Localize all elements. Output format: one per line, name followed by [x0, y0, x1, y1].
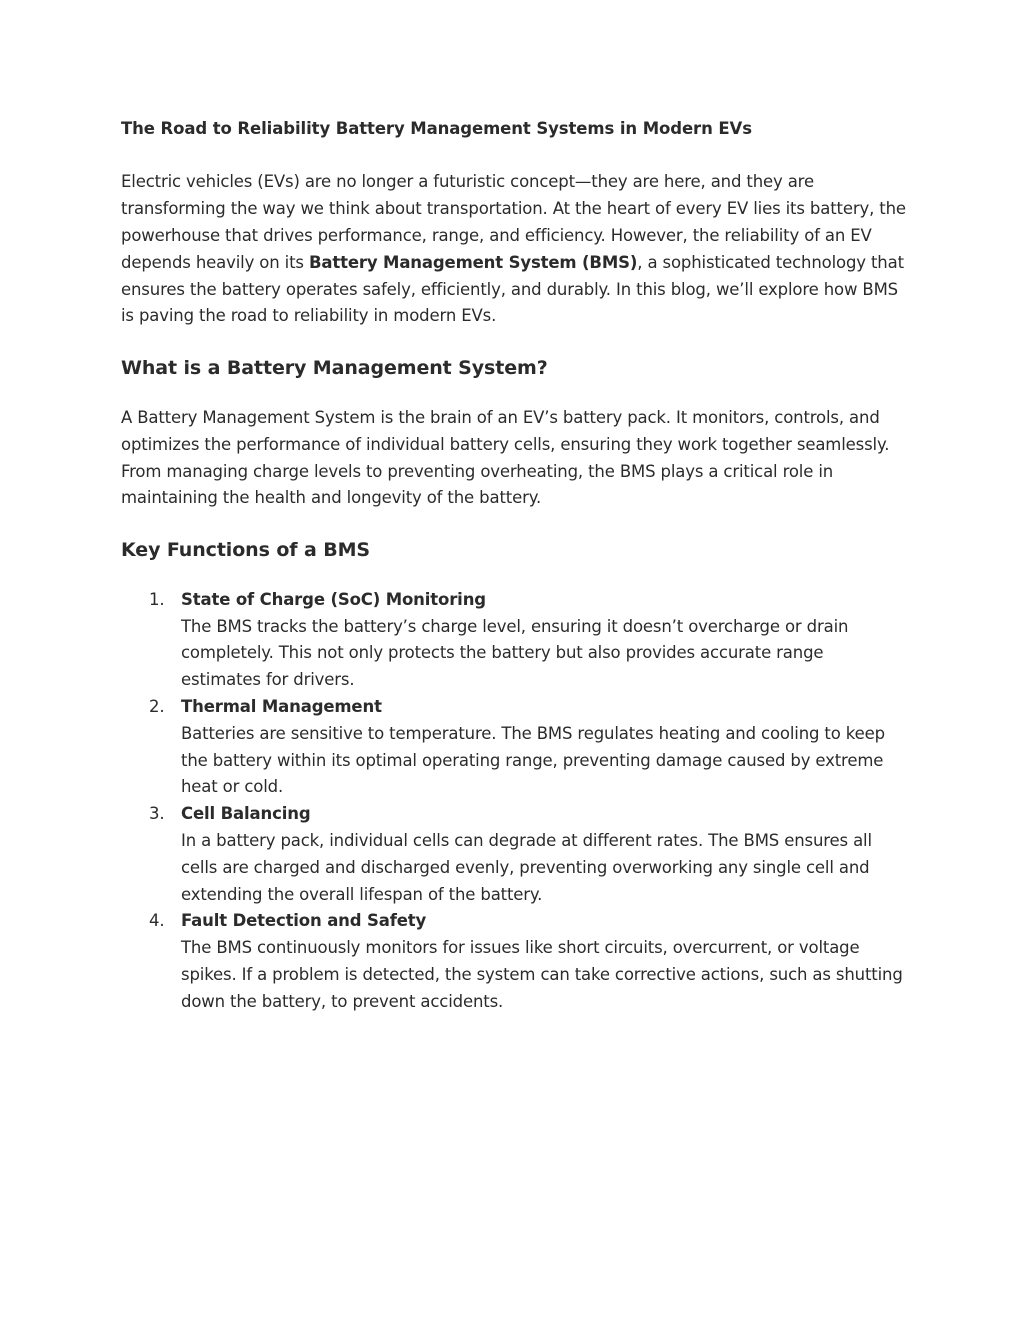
list-item-title: Fault Detection and Safety — [181, 911, 427, 931]
list-item-text: The BMS continuously monitors for issues like short circuits, overcurrent, or voltage spikes. If a problem is detected, the system can take corrective actions, such as shutting down the battery, to prevent accidents. — [181, 938, 903, 1011]
list-item — [121, 801, 906, 908]
document-title: The Road to Reliability Battery Management Systems in Modern EVs — [121, 119, 752, 138]
list-item — [121, 694, 906, 801]
document-page — [121, 118, 906, 1016]
key-functions-list — [121, 587, 906, 1016]
list-item-number: 2. — [149, 696, 165, 716]
list-item-title: Thermal Management — [181, 696, 382, 716]
intro-text-before: Electric vehicles (EVs) are no longer a futuristic concept—they are here, and they are transforming the way we think about transportation. At the heart of every EV lies its battery, the powerhouse that drives performance, range, and efficiency. However, the reliability of an EV depends heavily on its — [121, 172, 906, 272]
intro-bold-term: Battery Management System (BMS) — [308, 252, 638, 272]
section-body-bms-definition: A Battery Management System is the brain of an EV’s battery pack. It monitors, controls, and optimizes the performance of individual battery cells, ensuring they work together seamlessly. From managing charge levels to preventing overheating, the BMS plays a critical role in maintaining the health and longevity of the battery. — [121, 407, 890, 508]
intro-paragraph — [121, 169, 906, 330]
list-item-number: 3. — [149, 804, 165, 824]
list-item-text: The BMS tracks the battery’s charge level, ensuring it doesn’t overcharge or drain completely. This not only protects the battery but also provides accurate range estimates for drivers. — [181, 616, 849, 690]
list-item-title: State of Charge (SoC) Monitoring — [181, 589, 486, 609]
list-item-number: 1. — [149, 589, 165, 609]
list-item-title: Cell Balancing — [181, 804, 311, 824]
list-item — [121, 908, 906, 1015]
section-heading-bms-definition: What is a Battery Management System? — [121, 357, 548, 380]
list-item-text: In a battery pack, individual cells can degrade at different rates. The BMS ensures all cells are charged and discharged evenly, preventing overworking any single cell and extending the overall lifespan of the battery. — [181, 830, 872, 904]
section-heading-key-functions: Key Functions of a BMS — [121, 539, 370, 562]
intro-text-after: , a sophisticated technology that ensures the battery operates safely, efficiently, and durably. In this blog, we’ll explore how BMS is paving the road to reliability in modern EVs. — [121, 252, 904, 326]
list-item-text: Batteries are sensitive to temperature. The BMS regulates heating and cooling to keep the battery within its optimal operating range, preventing damage caused by extreme heat or cold. — [181, 723, 885, 797]
list-item-number: 4. — [149, 911, 165, 931]
list-item — [121, 587, 906, 694]
